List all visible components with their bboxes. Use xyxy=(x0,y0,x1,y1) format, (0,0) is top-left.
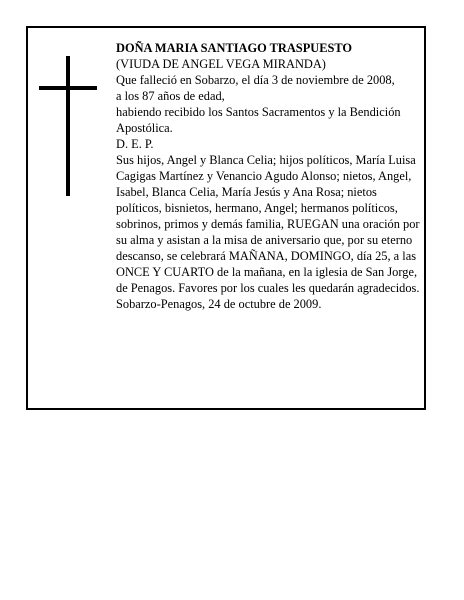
obituary-text xyxy=(116,40,424,312)
place-date: Sobarzo-Penagos, 24 de octubre de 2009. xyxy=(116,297,322,311)
family-and-request: Sus hijos, Angel y Blanca Celia; hijos políticos, María Luisa Cagigas Martínez y Venancio Agudo Alonso; nietos, Angel, Isabel, Blanca Celia, María Jesús y Ana Rosa; nietos políticos, bisnietos, hermano, Angel; hermanos políticos, sobrinos, primos y demás familia, RUEGAN una oración por su alma y asistan a la misa de aniversario que, por su eterno descanso, se celebrará MAÑANA, DOMINGO, día 25, a las ONCE Y CUARTO de la mañana, en la iglesia de San Jorge, de Penagos. Favores por los cuales les quedarán agradecidos. xyxy=(116,153,420,295)
death-line-1: Que falleció en Sobarzo, el día 3 de noviembre de 2008, xyxy=(116,73,395,87)
widow-line: (VIUDA DE ANGEL VEGA MIRANDA) xyxy=(116,57,326,71)
deceased-name: DOÑA MARIA SANTIAGO TRASPUESTO xyxy=(116,41,353,55)
sacraments-line: habiendo recibido los Santos Sacramentos y la Bendición Apostólica. xyxy=(116,105,401,135)
obituary-notice xyxy=(26,26,426,410)
cross-horizontal-bar xyxy=(39,86,97,90)
cross-vertical-bar xyxy=(66,56,70,196)
death-line-2: a los 87 años de edad, xyxy=(116,89,225,103)
dep-line: D. E. P. xyxy=(116,137,154,151)
